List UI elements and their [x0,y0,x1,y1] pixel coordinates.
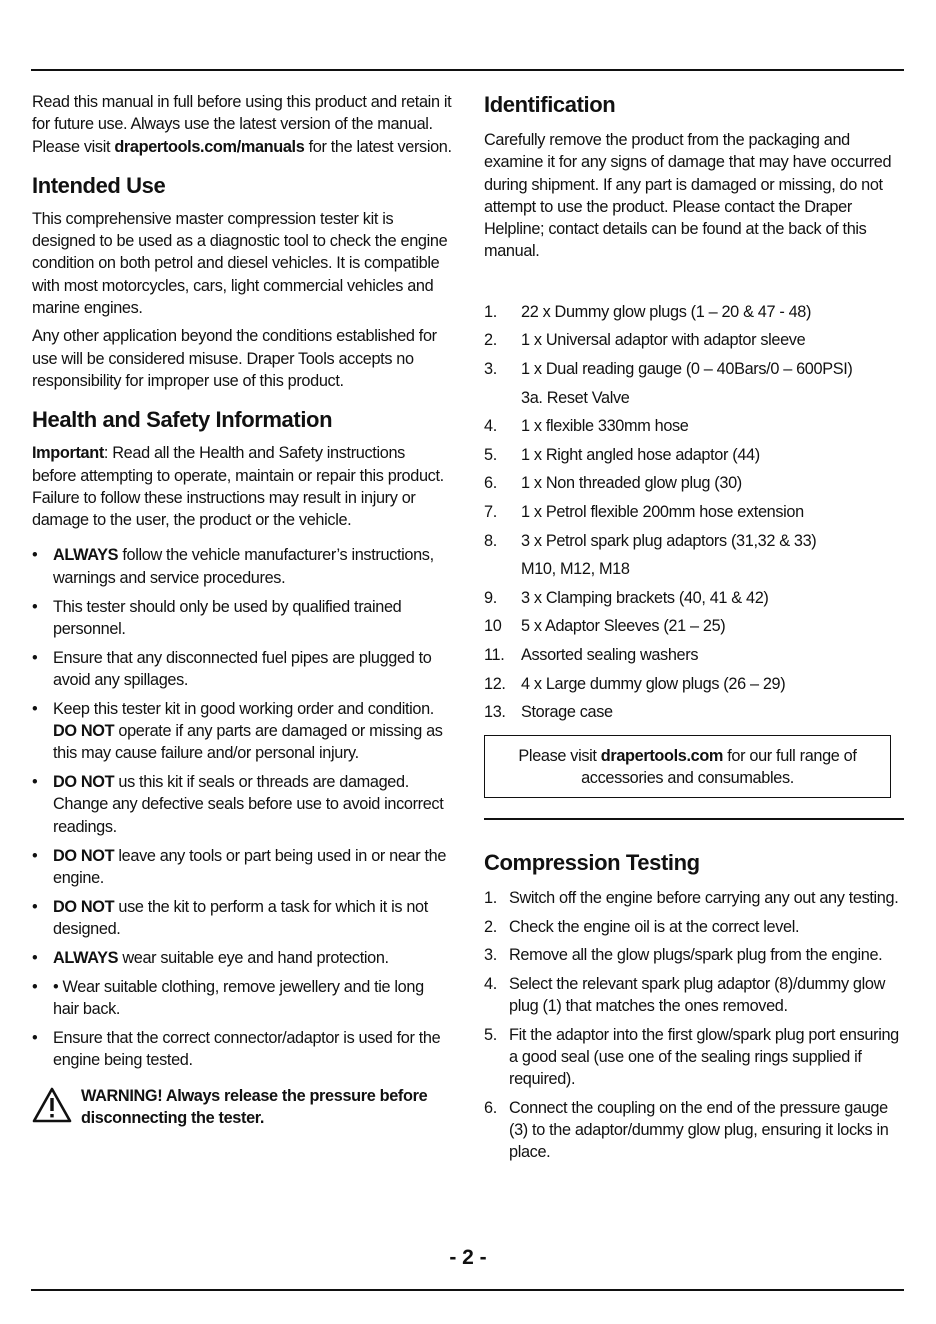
safety-bullet: • DO NOT us this kit if seals or threads are damaged. Change any defective seals before use to avoid incorrect readings. [32,771,452,838]
safety-bullet: • Ensure that any disconnected fuel pipes are plugged to avoid any spillages. [32,647,452,692]
list-item: 7. 1 x Petrol flexible 200mm hose extension [484,502,804,521]
list-item: 3a. Reset Valve [521,388,630,407]
list-item: 5. 1 x Right angled hose adaptor (44) [484,445,760,464]
safety-bullet: • Ensure that the correct connector/adaptor is used for the engine being tested. [32,1027,452,1072]
list-item: 12. 4 x Large dummy glow plugs (26 – 29) [484,674,786,693]
top-rule [31,69,904,71]
list-item: 6. Connect the coupling on the end of the pressure gauge (3) to the adaptor/dummy glow plug, ensuring it locks in place. [484,1098,889,1162]
warning-text: WARNING! Always release the pressure before disconnecting the tester. [81,1087,428,1128]
identification-heading: Identification [484,92,616,117]
list-item: 2. 1 x Universal adaptor with adaptor sleeve [484,331,806,350]
intended-use-heading: Intended Use [32,172,166,198]
list-item: 3. Remove all the glow plugs/spark plug from the engine. [484,946,883,965]
safety-bullet: • Keep this tester kit in good working order and condition. DO NOT operate if any parts are damaged or missing as this may cause failure and/or personal injury. [32,698,452,765]
intro-paragraph: Read this manual in full before using this product and retain it for future use. Always use the latest version of the manual. Please visit drapertools.com/manuals for the latest version. [32,93,452,156]
list-item: 13. Storage case [484,703,613,722]
drapertools-link[interactable]: drapertools.com [600,747,724,765]
parts-list [484,301,904,724]
list-item: 10 5 x Adaptor Sleeves (21 – 25) [484,617,726,636]
section-rule [484,818,904,820]
identification-paragraph: Carefully remove the product from the packaging and examine it for any signs of damage that may have occurred during shipment. If any part is damaged or missing, do not attempt to use the product. Please contact the Draper Helpline; contact details can be found at the back of this manual. [484,131,892,261]
important-paragraph: Important: Read all the Health and Safety instructions before attempting to operate, maintain or repair this product. Failure to follow these instructions may result in injury or damage to the user, the product or the vehicle. [32,444,444,530]
page-number: - 2 - [449,1246,487,1269]
health-safety-heading: Health and Safety Information [32,407,333,433]
safety-bullet-list [32,544,452,1071]
list-item: 1. Switch off the engine before carrying any out any testing. [484,889,899,907]
manuals-link[interactable]: drapertools.com/manuals [114,137,305,156]
list-item: M10, M12, M18 [521,560,630,579]
safety-bullet: • • Wear suitable clothing, remove jewellery and tie long hair back. [32,976,452,1021]
accessories-notice: Please visit drapertools.com for our full range of accessories and consumables. [484,735,891,798]
right-column [484,91,904,730]
list-item: 9. 3 x Clamping brackets (40, 41 & 42) [484,588,769,607]
list-item: 8. 3 x Petrol spark plug adaptors (31,32 & 33) [484,531,817,550]
intended-use-p1: This comprehensive master compression tester kit is designed to be used as a diagnostic tool to check the engine condition on both petrol and diesel vehicles. It is compatible with most motorcycles, cars, light commercial vehicles and marine engines. [32,209,448,318]
warning-box [32,1085,452,1130]
list-item: 5. Fit the adaptor into the first glow/spark plug port ensuring a good seal (use one of the sealing rings supplied if required). [484,1025,899,1089]
compression-heading: Compression Testing [484,850,700,875]
safety-bullet: • DO NOT use the kit to perform a task for which it is not designed. [32,896,452,941]
compression-steps [484,887,904,1164]
safety-bullet: • DO NOT leave any tools or part being used in or near the engine. [32,845,452,890]
list-item: 4. Select the relevant spark plug adaptor (8)/dummy glow plug (1) that matches the ones removed. [484,974,886,1016]
compression-section [484,849,904,1170]
list-item: 2. Check the engine oil is at the correct level. [484,917,800,936]
list-item: 1. 22 x Dummy glow plugs (1 – 20 & 47 - 48) [484,302,812,321]
list-item: 11. Assorted sealing washers [484,645,699,664]
safety-bullet: • This tester should only be used by qualified trained personnel. [32,596,452,641]
list-item: 6. 1 x Non threaded glow plug (30) [484,474,742,493]
intended-use-p2: Any other application beyond the conditions established for use will be considered misuse. Draper Tools accepts no responsibility for improper use of this product. [32,327,437,390]
safety-bullet: • ALWAYS wear suitable eye and hand protection. [32,947,452,969]
list-item: 4. 1 x flexible 330mm hose [484,417,689,436]
list-item: 3. 1 x Dual reading gauge (0 – 40Bars/0 – 600PSI) [484,359,853,378]
left-column [32,91,452,1130]
warning-triangle-icon [32,1087,72,1123]
safety-bullet: • ALWAYS follow the vehicle manufacturer’s instructions, warnings and service procedures. [32,544,452,589]
bottom-rule [31,1289,904,1291]
